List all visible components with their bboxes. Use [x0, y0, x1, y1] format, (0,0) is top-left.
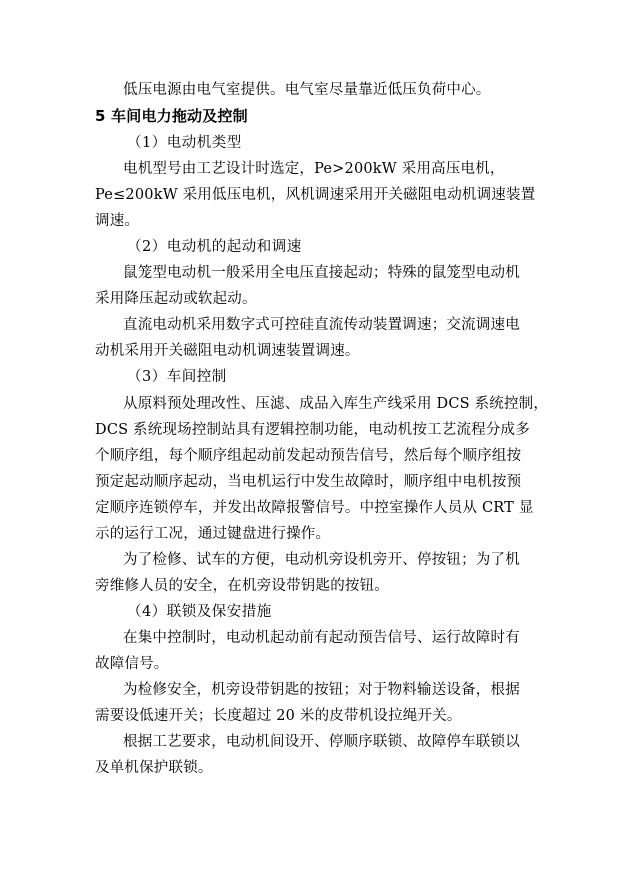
intro-line: 低压电源由电气室提供。电气室尽量靠近低压负荷中心。 [123, 82, 491, 98]
paragraph-line: Pe≤200kW 采用低压电机，风机调速采用开关磁阻电动机调速装置 [95, 187, 536, 203]
paragraph-line: 示的运行工况，通过键盘进行操作。 [95, 526, 331, 542]
paragraph-line: 个顺序组，每个顺序组起动前发起动预告信号，然后每个顺序组按 [95, 448, 522, 464]
paragraph-line: 为检修安全，机旁设带钥匙的按钮；对于物料输送设备，根据 [123, 682, 520, 698]
paragraph-line: 采用降压起动或软起动。 [95, 291, 257, 307]
paragraph-line: 直流电动机采用数字式可控硅直流传动装置调速；交流调速电 [123, 317, 520, 333]
paragraph-line: 定顺序连锁停车，并发出故障报警信号。中控室操作人员从 CRT 显 [95, 500, 534, 516]
subsection-heading-2: （2）电动机的起动和调速 [127, 239, 302, 255]
subsection-heading-3: （3）车间控制 [127, 369, 227, 385]
subsection-heading-1: （1）电动机类型 [127, 135, 242, 151]
paragraph-line: 故障信号。 [95, 656, 169, 672]
paragraph-line: 及单机保护联锁。 [95, 760, 213, 776]
paragraph-line: 从原料预处理改性、压滤、成品入库生产线采用 DCS 系统控制， [123, 396, 549, 412]
paragraph-line: 预定起动顺序起动，当电机运行中发生故障时，顺序组中电机按预 [95, 474, 522, 490]
paragraph-line: 动机采用开关磁阻电动机调速装置调速。 [95, 343, 360, 359]
paragraph-line: 旁维修人员的安全，在机旁设带钥匙的按钮。 [95, 578, 389, 594]
subsection-heading-4: （4）联锁及保安措施 [127, 604, 272, 620]
paragraph-line: DCS 系统现场控制站具有逻辑控制功能，电动机按工艺流程分成多 [95, 422, 530, 438]
section-title: 5 车间电力拖动及控制 [95, 107, 248, 125]
paragraph-line: 在集中控制时，电动机起动前有起动预告信号、运行故障时有 [123, 630, 520, 646]
paragraph-line: 鼠笼型电动机一般采用全电压直接起动；特殊的鼠笼型电动机 [123, 265, 520, 281]
paragraph-line: 调速。 [95, 213, 140, 229]
paragraph-line: 电机型号由工艺设计时选定，Pe>200kW 采用高压电机， [123, 161, 505, 177]
paragraph-line: 为了检修、试车的方便，电动机旁设机旁开、停按钮；为了机 [123, 552, 520, 568]
paragraph-line: 需要设低速开关；长度超过 20 米的皮带机设拉绳开关。 [95, 708, 462, 724]
paragraph-line: 根据工艺要求，电动机间设开、停顺序联锁、故障停车联锁以 [123, 734, 520, 750]
